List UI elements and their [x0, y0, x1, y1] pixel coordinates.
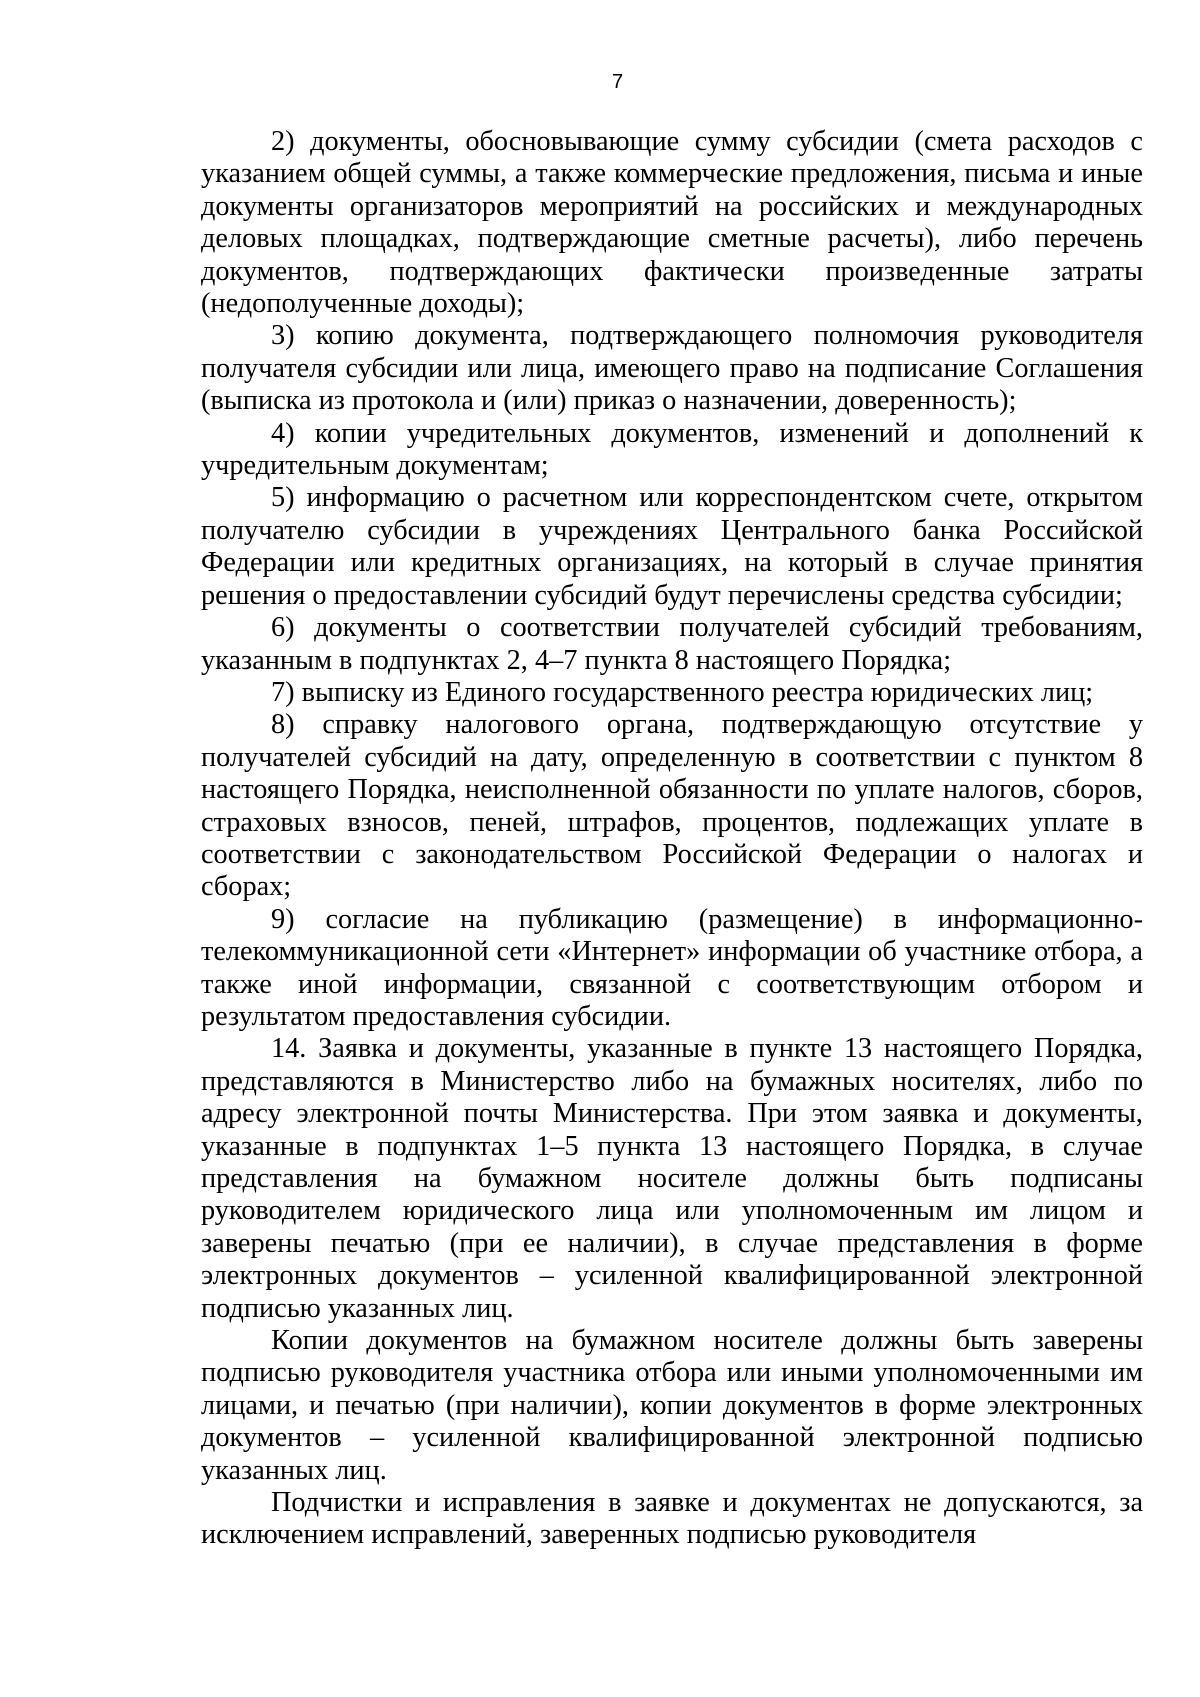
paragraph-item-6: 6) документы о соответствии получателей субсидий требованиям, указанным в подпунктах 2, 4–7 пункта 8 настоящего Порядка;: [201, 612, 1143, 676]
paragraph-section-14: 14. Заявка и документы, указанные в пункте 13 настоящего Порядка, представляются в Министерство либо на бумажных носителях, либо по адресу электронной почты Министерства. При этом заявка и документы, указанные в подпунктах 1–5 пункта 13 настоящего Порядка, в случае представления на бумажном носителе должны быть подписаны руководителем юридического лица или уполномоченным им лицом и заверены печатью (при ее наличии), в случае представления в форме электронных документов – усиленной квалифицированной электронной подписью указанных лиц.: [201, 1033, 1143, 1324]
paragraph-item-2: 2) документы, обосновывающие сумму субсидии (смета расходов с указанием общей суммы, а также коммерческие предложения, письма и иные документы организаторов мероприятий на российских и международных деловых площадках, подтверждающие сметные расчеты), либо перечень документов, подтверждающих фактически произведенные затраты (недополученные доходы);: [201, 126, 1143, 320]
page-number: 7: [611, 71, 624, 93]
paragraph-item-9: 9) согласие на публикацию (размещение) в информационно-телекоммуникационной сети «Интернет» информации об участнике отбора, а также иной информации, связанной с соответствующим отбором и результатом предоставления субсидии.: [201, 903, 1143, 1032]
document-body: [201, 126, 1143, 1552]
paragraph-item-5: 5) информацию о расчетном или корреспондентском счете, открытом получателю субсидии в учреждениях Центрального банка Российской Федерации или кредитных организациях, на который в случае принятия решения о предоставлении субсидий будут перечислены средства субсидии;: [201, 482, 1143, 611]
paragraph-item-7: 7) выписку из Единого государственного реестра юридических лиц;: [271, 676, 1094, 708]
paragraph-item-3: 3) копию документа, подтверждающего полномочия руководителя получателя субсидии или лица, имеющего право на подписание Соглашения (выписка из протокола и (или) приказ о назначении, доверенность);: [201, 320, 1143, 417]
paragraph-copies: Копии документов на бумажном носителе должны быть заверены подписью руководителя участника отбора или иными уполномоченными им лицами, и печатью (при наличии), копии документов в форме электронных документов – усиленной квалифицированной электронной подписью указанных лиц.: [201, 1325, 1143, 1486]
paragraph-item-4: 4) копии учредительных документов, изменений и дополнений к учредительным документам;: [201, 417, 1143, 482]
paragraph-item-8: 8) справку налогового органа, подтверждающую отсутствие у получателей субсидий на дату, определенную в соответствии с пунктом 8 настоящего Порядка, неисполненной обязанности по уплате налогов, сборов, страховых взносов, пеней, штрафов, процентов, подлежащих уплате в соответствии с законодательством Российской Федерации о налогах и сборах;: [201, 709, 1143, 903]
paragraph-corrections: Подчистки и исправления в заявке и документах не допускаются, за исключением исправлений, заверенных подписью руководителя: [201, 1487, 1143, 1551]
